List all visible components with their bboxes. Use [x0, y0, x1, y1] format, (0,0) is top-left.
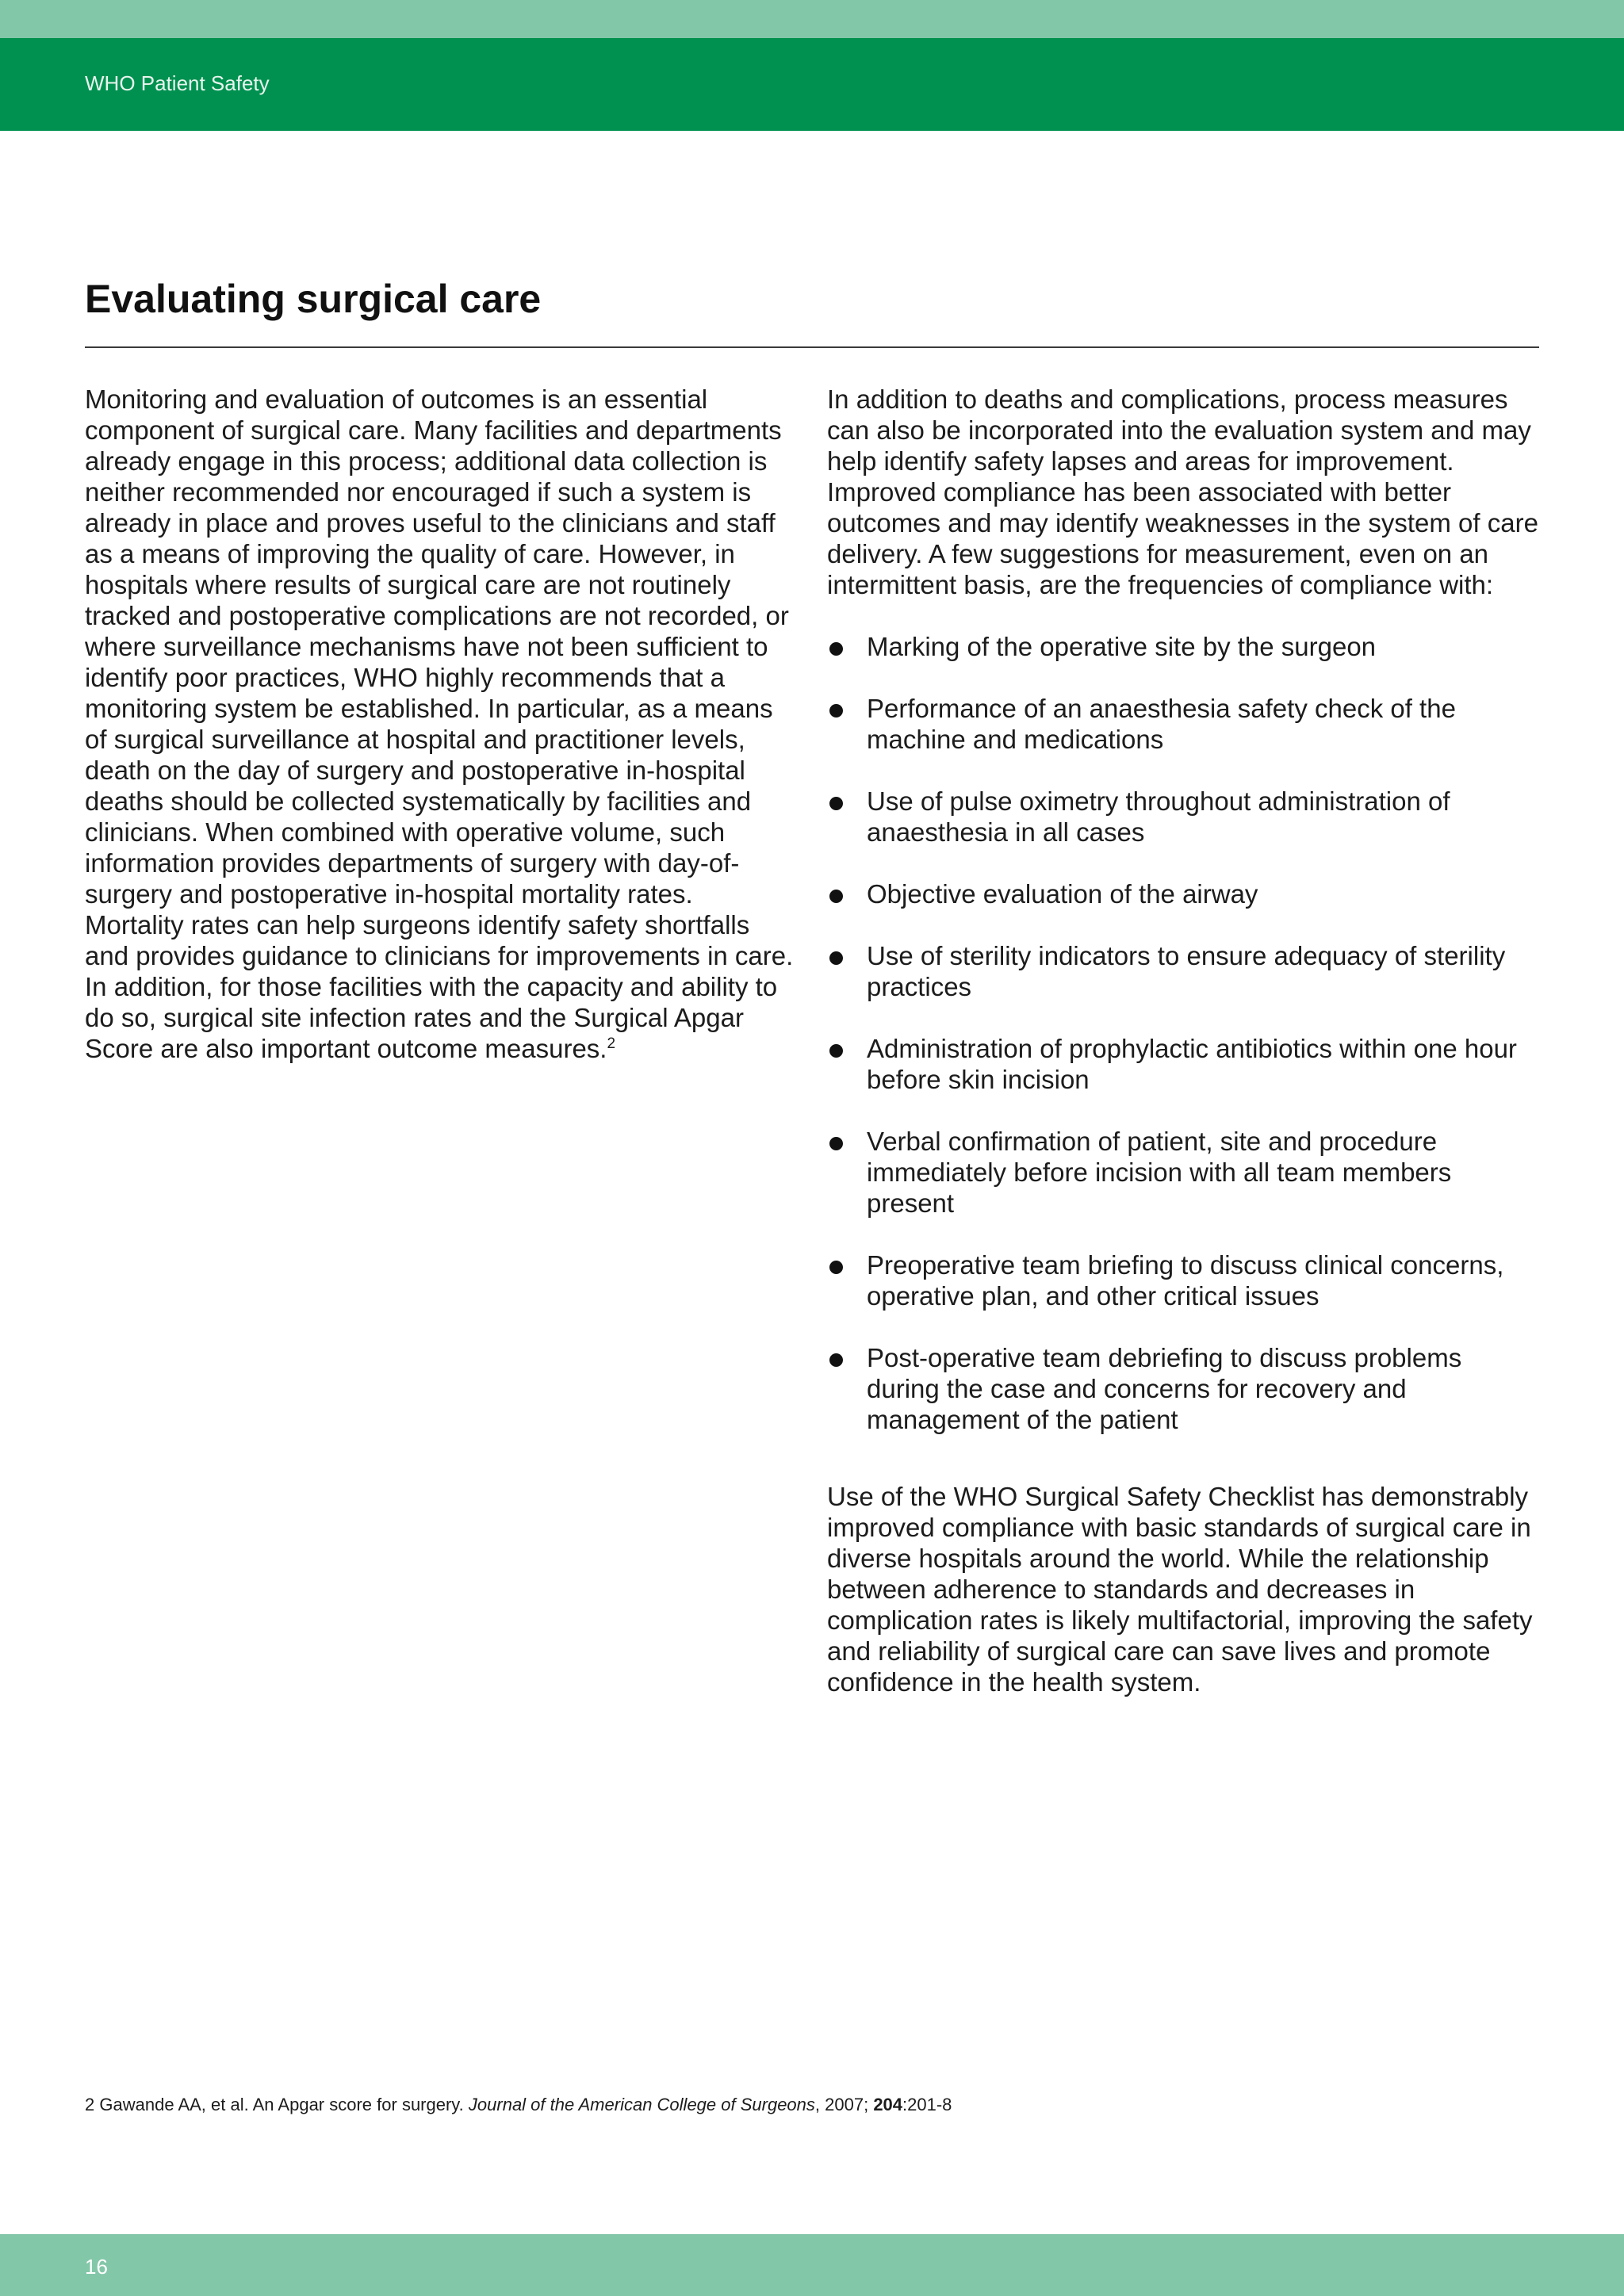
footnote-year: , 2007;: [814, 2095, 869, 2114]
bullet-icon: [829, 1044, 843, 1058]
list-item: [827, 631, 1541, 662]
page-title: Evaluating surgical care: [85, 277, 542, 321]
list-item-text: Preoperative team briefing to discuss clinical concerns, operative plan, and other critical issues: [867, 1250, 1504, 1311]
list-item-text: Post-operative team debriefing to discuss problems during the case and concerns for recovery and management of the patient: [867, 1343, 1462, 1434]
list-item: [827, 786, 1541, 848]
footnote-authors: Gawande AA, et al. An Apgar score for surgery.: [99, 2095, 464, 2114]
title-divider: [85, 346, 1539, 348]
bullet-icon: [829, 1261, 843, 1274]
left-paragraph: [85, 384, 799, 1064]
footnote-pages: :201-8: [902, 2095, 952, 2114]
bullet-icon: [829, 1353, 843, 1367]
list-item-text: Use of pulse oximetry throughout administration of anaesthesia in all cases: [867, 786, 1450, 847]
header-accent-strip: [0, 0, 1624, 38]
right-column: [827, 384, 1541, 1697]
footnote-volume: 204: [873, 2095, 903, 2114]
bullet-icon: [829, 642, 843, 656]
list-item-text: Verbal confirmation of patient, site and procedure immediately before incision with all team members present: [867, 1127, 1452, 1218]
bullet-icon: [829, 890, 843, 903]
page-number: 16: [85, 2255, 108, 2279]
footer-band: [0, 2234, 1624, 2296]
right-intro-paragraph: In addition to deaths and complications, process measures can also be incorporated into the evaluation system and may help identify safety lapses and areas for improvement. Improved compliance has been associated with better outcomes and may identify weaknesses in the system of care delivery. A few suggestions for measurement, even on an intermittent basis, are the frequencies of compliance with:: [827, 385, 1538, 599]
list-item-text: Objective evaluation of the airway: [867, 879, 1258, 909]
right-closing-paragraph: Use of the WHO Surgical Safety Checklist has demonstrably improved compliance with basic standards of surgical care in diverse hospitals around the world. While the relationship between adherence to standards and decreases in complication rates is likely multifactorial, improving the safety and reliability of surgical care can save lives and promote confidence in the health system.: [827, 1482, 1533, 1697]
footnote-number: 2: [85, 2095, 95, 2114]
list-item-text: Administration of prophylactic antibiotics within one hour before skin incision: [867, 1034, 1517, 1094]
header-title: WHO Patient Safety: [85, 71, 270, 95]
bullet-icon: [829, 797, 843, 810]
bullet-icon: [829, 704, 843, 718]
list-item-text: Marking of the operative site by the surgeon: [867, 632, 1377, 661]
list-item: [827, 1126, 1541, 1219]
footnote-reference: 2: [607, 1035, 616, 1052]
left-column: [85, 384, 799, 1064]
footnote-journal: Journal of the American College of Surgeons: [468, 2095, 815, 2114]
list-item-text: Use of sterility indicators to ensure adequacy of sterility practices: [867, 941, 1506, 1001]
list-item: [827, 878, 1541, 909]
footnote: [85, 2096, 952, 2114]
list-item-text: Performance of an anaesthesia safety check of the machine and medications: [867, 694, 1456, 754]
list-item: [827, 693, 1541, 755]
list-item: [827, 940, 1541, 1002]
left-paragraph-text: Monitoring and evaluation of outcomes is an essential component of surgical care. Many facilities and departments already engage in this process; additional data collection is neither recommended nor encouraged if such a system is already in place and proves useful to the clinicians and staff as a means of improving the quality of care. However, in hospitals where results of surgical care are not routinely tracked and postoperative complications are not recorded, or where surveillance mechanisms have not been sufficient to identify poor practices, WHO highly recommends that a monitoring system be established. In particular, as a means of surgical surveillance at hospital and practitioner levels, death on the day of surgery and postoperative in-hospital deaths should be collected systematically by facilities and clinicians. When combined with operative volume, such information provides departments of surgery with day-of-surgery and postoperative in-hospital mortality rates. Mortality rates can help surgeons identify safety shortfalls and provides guidance to clinicians for improvements in care. In addition, for those facilities with the capacity and ability to do so, surgical site infection rates and the Surgical Apgar Score are also important outcome measures.: [85, 385, 794, 1063]
list-item: [827, 1033, 1541, 1095]
compliance-measures-list: [827, 631, 1541, 1435]
bullet-icon: [829, 951, 843, 965]
list-item: [827, 1249, 1541, 1311]
bullet-icon: [829, 1137, 843, 1150]
list-item: [827, 1342, 1541, 1435]
